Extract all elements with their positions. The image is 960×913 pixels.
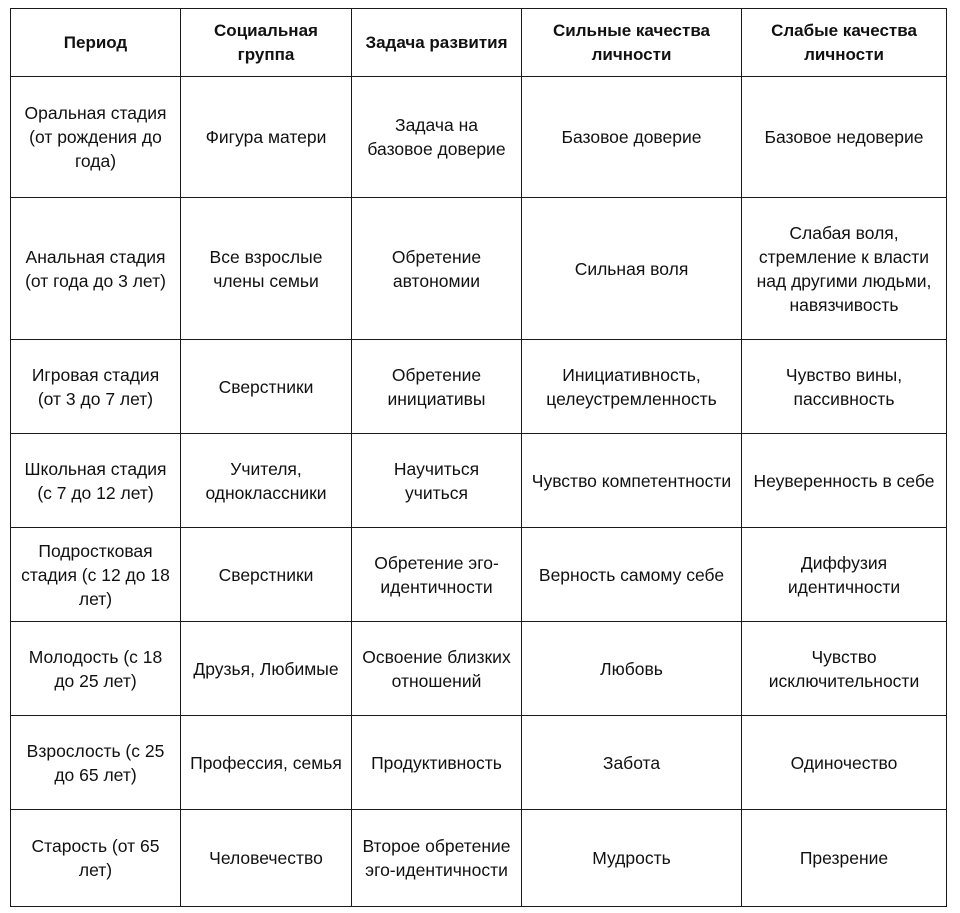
cell-weak-qualities: Одиночество <box>742 716 947 810</box>
cell-weak-qualities: Чувство вины, пассивность <box>742 340 947 434</box>
cell-development-task: Обретение инициативы <box>352 340 522 434</box>
cell-strong-qualities: Мудрость <box>522 810 742 907</box>
cell-strong-qualities: Сильная воля <box>522 198 742 340</box>
table-row <box>11 528 947 622</box>
cell-strong-qualities: Чувство компетентности <box>522 434 742 528</box>
table-row <box>11 810 947 907</box>
cell-development-task: Обретение автономии <box>352 198 522 340</box>
cell-weak-qualities: Базовое недоверие <box>742 77 947 198</box>
cell-period: Анальная стадия (от года до 3 лет) <box>11 198 181 340</box>
cell-social-group: Учителя, одноклассники <box>181 434 352 528</box>
cell-period: Игровая стадия (от 3 до 7 лет) <box>11 340 181 434</box>
header-social-group: Социальная группа <box>181 9 352 77</box>
cell-development-task: Второе обретение эго-идентичности <box>352 810 522 907</box>
cell-development-task: Обретение эго-идентичности <box>352 528 522 622</box>
cell-period: Взрослость (с 25 до 65 лет) <box>11 716 181 810</box>
cell-strong-qualities: Верность самому себе <box>522 528 742 622</box>
cell-period: Молодость (с 18 до 25 лет) <box>11 622 181 716</box>
header-development-task: Задача развития <box>352 9 522 77</box>
cell-development-task: Продуктивность <box>352 716 522 810</box>
table-row <box>11 77 947 198</box>
cell-development-task: Задача на базовое доверие <box>352 77 522 198</box>
cell-social-group: Человечество <box>181 810 352 907</box>
cell-strong-qualities: Забота <box>522 716 742 810</box>
table-row <box>11 622 947 716</box>
cell-social-group: Сверстники <box>181 528 352 622</box>
header-weak-qualities: Слабые качества личности <box>742 9 947 77</box>
cell-weak-qualities: Презрение <box>742 810 947 907</box>
cell-weak-qualities: Слабая воля, стремление к власти над другими людьми, навязчивость <box>742 198 947 340</box>
cell-period: Оральная стадия (от рождения до года) <box>11 77 181 198</box>
cell-social-group: Друзья, Любимые <box>181 622 352 716</box>
cell-social-group: Все взрослые члены семьи <box>181 198 352 340</box>
table-row <box>11 340 947 434</box>
cell-development-task: Освоение близких отношений <box>352 622 522 716</box>
header-period: Период <box>11 9 181 77</box>
cell-development-task: Научиться учиться <box>352 434 522 528</box>
cell-social-group: Фигура матери <box>181 77 352 198</box>
table-row <box>11 716 947 810</box>
cell-period: Старость (от 65 лет) <box>11 810 181 907</box>
table-header-row <box>11 9 947 77</box>
cell-period: Подростковая стадия (с 12 до 18 лет) <box>11 528 181 622</box>
cell-weak-qualities: Диффузия идентичности <box>742 528 947 622</box>
cell-social-group: Профессия, семья <box>181 716 352 810</box>
cell-strong-qualities: Базовое доверие <box>522 77 742 198</box>
table-row <box>11 198 947 340</box>
cell-strong-qualities: Инициативность, целеустремленность <box>522 340 742 434</box>
erikson-stages-table <box>10 8 947 907</box>
header-strong-qualities: Сильные качества личности <box>522 9 742 77</box>
cell-strong-qualities: Любовь <box>522 622 742 716</box>
cell-period: Школьная стадия (с 7 до 12 лет) <box>11 434 181 528</box>
cell-weak-qualities: Неуверенность в себе <box>742 434 947 528</box>
table-row <box>11 434 947 528</box>
cell-weak-qualities: Чувство исключительности <box>742 622 947 716</box>
table-container <box>10 8 946 906</box>
cell-social-group: Сверстники <box>181 340 352 434</box>
